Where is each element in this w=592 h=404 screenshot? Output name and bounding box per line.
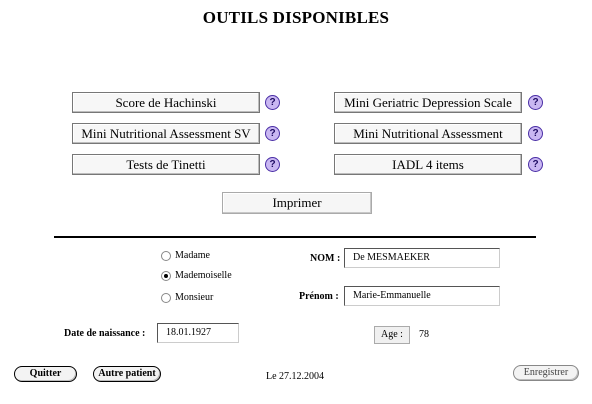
radio-button-icon[interactable] <box>161 293 171 303</box>
radio-label: Monsieur <box>175 292 214 303</box>
iadl-help-icon[interactable]: ? <box>528 157 543 172</box>
radio-monsieur[interactable] <box>161 292 213 303</box>
divider <box>54 236 536 238</box>
mna-sv-help-icon[interactable]: ? <box>265 126 280 141</box>
radio-button-checked-icon[interactable] <box>161 271 171 281</box>
radio-mademoiselle[interactable] <box>161 270 232 281</box>
tinetti-help-icon[interactable]: ? <box>265 157 280 172</box>
nom-field[interactable]: De MESMAEKER <box>344 248 500 268</box>
hachinski-score-button[interactable]: Score de Hachinski <box>72 92 260 113</box>
other-patient-button[interactable]: Autre patient <box>93 366 161 382</box>
radio-label: Mademoiselle <box>175 270 232 281</box>
mna-button[interactable]: Mini Nutritional Assessment <box>334 123 522 144</box>
geriatric-depression-scale-button[interactable]: Mini Geriatric Depression Scale <box>334 92 522 113</box>
page-title: OUTILS DISPONIBLES <box>202 8 390 27</box>
birth-date-field[interactable]: 18.01.1927 <box>157 323 239 343</box>
prenom-label: Prénom : <box>299 291 339 302</box>
prenom-field[interactable]: Marie-Emmanuelle <box>344 286 500 306</box>
age-value: 78 <box>419 329 429 340</box>
hachinski-help-icon[interactable]: ? <box>265 95 280 110</box>
save-button[interactable]: Enregistrer <box>513 365 579 381</box>
birth-date-label: Date de naissance : <box>64 328 146 339</box>
nom-label: NOM : <box>310 253 341 264</box>
tinetti-tests-button[interactable]: Tests de Tinetti <box>72 154 260 175</box>
radio-madame[interactable] <box>161 250 210 261</box>
geriatric-depression-help-icon[interactable]: ? <box>528 95 543 110</box>
mna-sv-button[interactable]: Mini Nutritional Assessment SV <box>72 123 260 144</box>
print-button[interactable]: Imprimer <box>222 192 372 214</box>
age-label: Age : <box>374 326 410 344</box>
radio-button-icon[interactable] <box>161 251 171 261</box>
current-date: Le 27.12.2004 <box>266 371 325 382</box>
iadl-button[interactable]: IADL 4 items <box>334 154 522 175</box>
radio-label: Madame <box>175 250 210 261</box>
mna-help-icon[interactable]: ? <box>528 126 543 141</box>
quit-button[interactable]: Quitter <box>14 366 77 382</box>
